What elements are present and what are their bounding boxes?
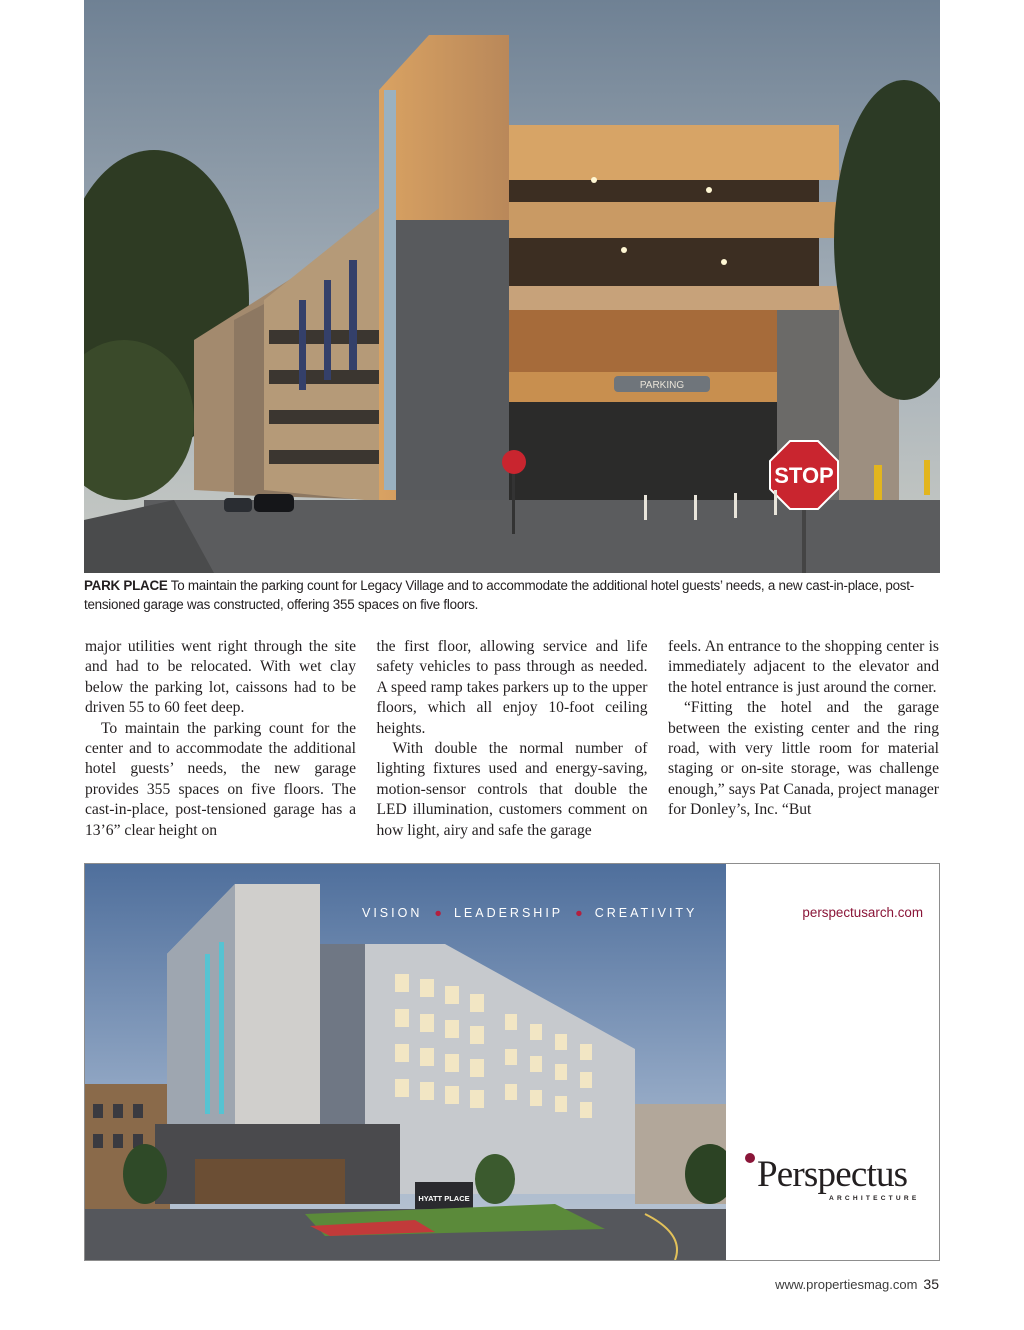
photo-parking-garage (84, 0, 940, 573)
ad-tagline (362, 906, 697, 920)
tagline-word: LEADERSHIP (453, 906, 564, 920)
logo-name: Perspectus (757, 1154, 908, 1195)
paragraph: major utilities went right through the site and had to be relocated. With wet clay below the parking lot, caissons had to be driven 55 to 60 feet deep. (85, 638, 356, 717)
photo-hyatt-place-hotel (85, 864, 726, 1260)
paragraph: “Fitting the hotel and the garage between the existing center and the ring road, with very little room for material staging or on-site storage, was challenge enough,” says Pat Canada, project manager for Donley’s, Inc. “But (668, 699, 939, 819)
ad-website-link[interactable]: perspectusarch.com (802, 905, 923, 920)
paragraph: feels. An entrance to the shopping center is immediately adjacent to the elevator and the hotel entrance is just around the corner. (668, 638, 939, 696)
paragraph: With double the normal number of lighting fixtures used and energy-saving, motion-sensor controls that double the LED illumination, customers comment on how light, airy and safe the garage (376, 740, 648, 839)
tagline-word: CREATIVITY (594, 906, 698, 920)
perspectus-advertisement (84, 863, 940, 1261)
page-footer (775, 1276, 939, 1292)
footer-website: www.propertiesmag.com (775, 1277, 918, 1292)
paragraph: the first floor, allowing service and life safety vehicles to pass through as needed. A speed ramp takes parkers up to the upper floors, which all enjoy 10-foot ceiling heights. (376, 638, 648, 737)
bullet-dot-icon: ● (575, 906, 583, 920)
perspectus-logo (745, 1153, 935, 1213)
parking-sign: PARKING (639, 380, 685, 391)
stop-sign-text: STOP (774, 463, 834, 488)
paragraph: To maintain the parking count for the center and to accommodate the additional hotel guests’ needs, the new garage provides 355 spaces on five floors. The cast-in-place, post-tensioned garage has a 13’6” clear height on (85, 719, 356, 839)
logo-subtitle: ARCHITECTURE (829, 1195, 920, 1202)
article-column-3 (668, 637, 939, 845)
hotel-sign: HYATT PLACE (418, 1194, 470, 1203)
page-number: 35 (923, 1276, 939, 1292)
photo-caption (84, 576, 944, 614)
bullet-dot-icon: ● (434, 906, 442, 920)
caption-heading: PARK PLACE (84, 578, 168, 593)
article-body (85, 637, 939, 845)
caption-text: To maintain the parking count for Legacy Village and to accommodate the additional hotel guests’ needs, a new cast-in-place, post-tensioned garage was constructed, offering 355 spaces on five floors. (84, 578, 914, 612)
article-column-1 (85, 637, 356, 845)
logo-dot-icon (745, 1153, 755, 1163)
article-column-2 (377, 637, 648, 845)
tagline-word: VISION (362, 906, 423, 920)
